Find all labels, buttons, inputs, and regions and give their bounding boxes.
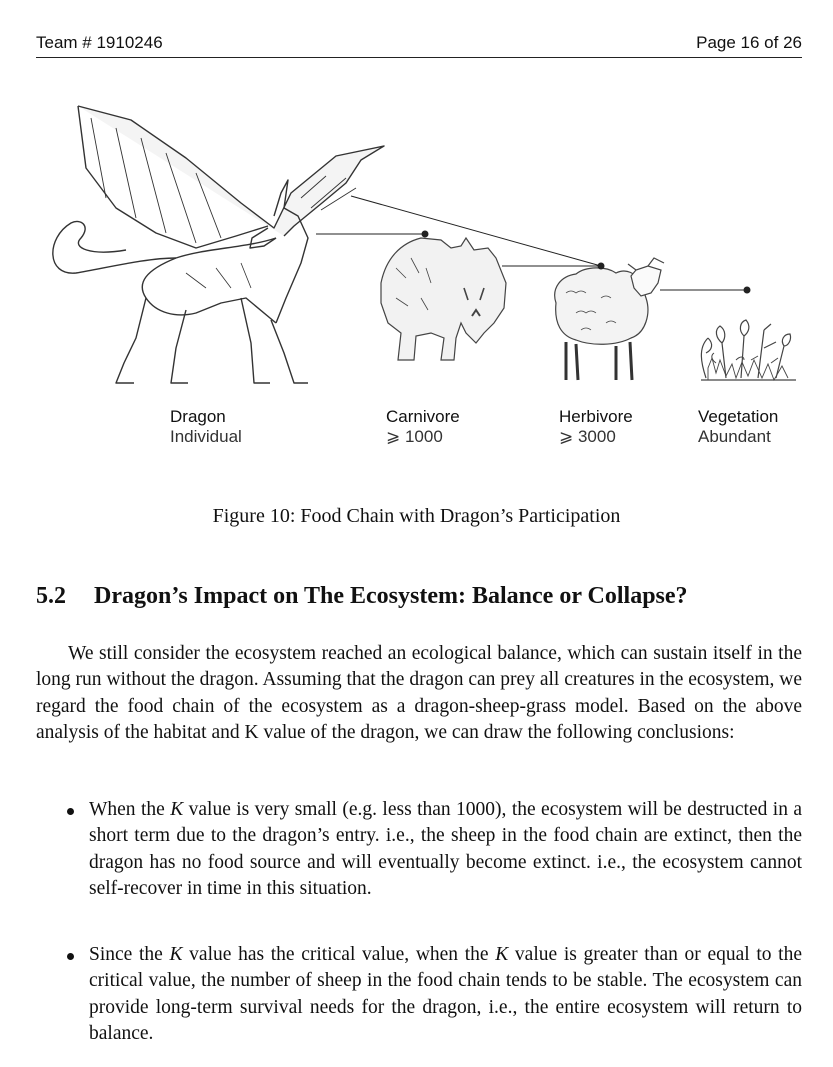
figure-caption: Figure 10: Food Chain with Dragon’s Participation (212, 505, 621, 527)
dragon-illustration (53, 106, 384, 383)
page-number: Page 16 of 26 (696, 33, 802, 52)
bullet-text-pre: When the (89, 799, 171, 820)
food-chain-figure (36, 98, 802, 398)
k-variable: K (170, 799, 184, 820)
bullet-text-mid: value has the critical value, when the (182, 944, 496, 965)
team-number: Team # 1910246 (36, 33, 163, 52)
vegetation-label-sub: Abundant (698, 427, 771, 446)
herbivore-label-sub: ⩾ 3000 (559, 427, 616, 446)
vegetation-illustration (701, 320, 796, 380)
bullet-text-post: value is greater than or equal to the critical value, the number of sheep in the food chain tends to be stable. The ecosystem can provide long-term survival needs for the dragon, i.e., the entire ecosystem will return to balance. (89, 944, 803, 1044)
vegetation-label-title: Vegetation (698, 407, 779, 426)
wolf-illustration (381, 238, 506, 360)
section-number: 5.2 (36, 583, 66, 609)
sheep-illustration (555, 258, 664, 380)
carnivore-label-sub: ⩾ 1000 (386, 427, 443, 446)
food-chain-arrows (316, 196, 750, 293)
bullet-text-pre: Since the (89, 944, 170, 965)
bullet-dot (67, 953, 74, 960)
herbivore-label-title: Herbivore (559, 407, 633, 426)
dragon-label-title: Dragon (170, 407, 226, 426)
bullet-list-2 (36, 942, 802, 1047)
carnivore-label-title: Carnivore (386, 407, 460, 426)
section-heading (36, 583, 688, 610)
carnivore-label (386, 407, 460, 447)
bullet-text-post: value is very small (e.g. less than 1000), the ecosystem will be destructed in a short term due to the dragon’s entry. i.e., the sheep in the food chain are extinct, then the dragon has no food source and will eventually become extinct. i.e., the ecosystem cannot self-recover in time in this situation. (89, 799, 803, 899)
vegetation-label (698, 407, 778, 447)
body-paragraph: We still consider the ecosystem reached an ecological balance, which can sustain itself in the long run without the dragon. Assuming that the dragon can prey all creatures in the ecosystem, we regard the food chain of the ecosystem as a dragon-sheep-grass model. Based on the above analysis of the habitat and K value of the dragon, we can draw the following conclusions: (36, 643, 802, 743)
bullet-dot (67, 808, 74, 815)
k-variable: K (169, 944, 183, 965)
bullet-list-1 (36, 797, 802, 902)
dragon-label (170, 407, 242, 447)
bullet-item (36, 797, 802, 902)
section-title: Dragon’s Impact on The Ecosystem: Balance or Collapse? (94, 583, 688, 609)
bullet-item (36, 942, 802, 1047)
k-variable: K (495, 944, 509, 965)
dragon-label-sub: Individual (170, 427, 242, 446)
herbivore-label (559, 407, 633, 447)
page-header (36, 31, 802, 58)
